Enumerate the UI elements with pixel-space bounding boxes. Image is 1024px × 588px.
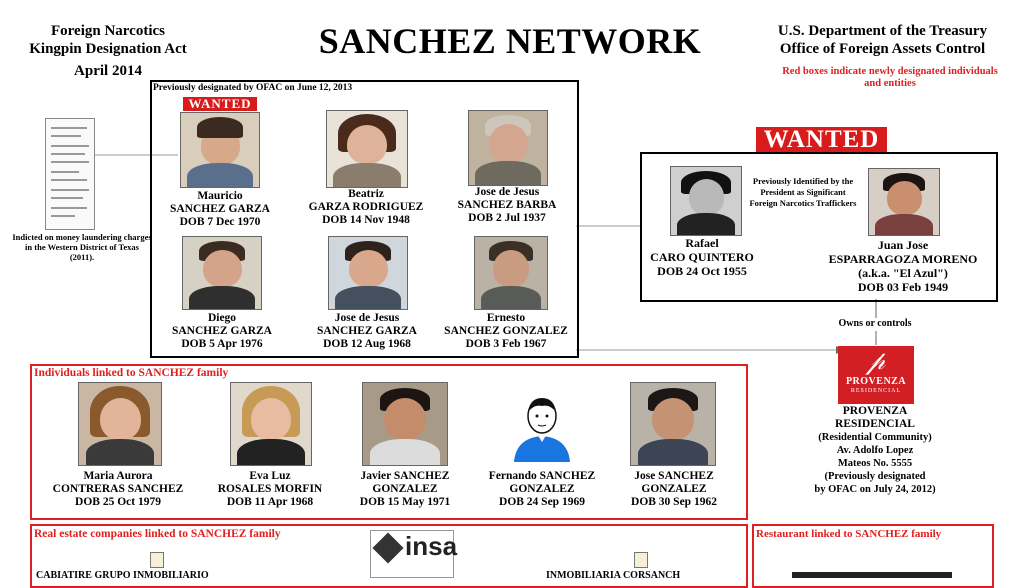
real-estate-box-label: Real estate companies linked to SANCHEZ family [34, 528, 281, 540]
building-icon [150, 552, 164, 568]
owns-controls-label: Owns or controls [838, 318, 912, 329]
insa-logo-icon [372, 532, 403, 563]
wanted-middle-note: Previously Identified by the President as Significant Foreign Narcotics Traffickers [749, 176, 857, 208]
person-caption: Jose de Jesus SANCHEZ BARBA DOB 2 Jul 1937 [457, 186, 557, 224]
legend-note: Red boxes indicate newly designated individuals and entities [782, 66, 998, 89]
person-photo [180, 112, 260, 188]
person-caption: Jose SANCHEZ GONZALEZ DOB 30 Sep 1962 [631, 470, 717, 508]
person-caption: Javier SANCHEZ GONZALEZ DOB 15 May 1971 [359, 470, 451, 508]
building-icon [634, 552, 648, 568]
agency-line-1: U.S. Department of the Treasury [777, 23, 988, 39]
provenza-details: PROVENZA RESIDENCIAL (Residential Community) Av. Adolfo Lopez Mateos No. 5555 (Previously designated by OFAC on July 24, 2012) [814, 405, 936, 495]
person-caption: Eva Luz ROSALES MORFIN DOB 11 Apr 1968 [217, 470, 323, 508]
person-photo [326, 110, 408, 188]
person-photo [630, 382, 716, 466]
wanted-tag-small: WANTED [183, 97, 257, 111]
provenza-logo-icon: 𝓅 [866, 346, 886, 375]
provenza-logo [838, 346, 914, 404]
silhouette-icon [506, 392, 578, 462]
person-caption: Diego SANCHEZ GARZA DOB 5 Apr 1976 [171, 312, 272, 350]
indictment-caption: Indicted on money laundering charges in the Western District of Texas (2011). [12, 232, 152, 262]
family-box-label: Individuals linked to SANCHEZ family [34, 367, 229, 379]
insa-logo [370, 530, 458, 578]
person-caption: Rafael CARO QUINTERO DOB 24 Oct 1955 [650, 236, 754, 278]
person-photo [670, 166, 742, 236]
person-caption: Ernesto SANCHEZ GONZALEZ DOB 3 Feb 1967 [444, 312, 568, 350]
page-title: SANCHEZ NETWORK [318, 21, 702, 61]
wanted-tag-large: WANTED [756, 127, 887, 153]
person-caption: Mauricio SANCHEZ GARZA DOB 7 Dec 1970 [169, 190, 270, 228]
indictment-document-image [45, 118, 95, 230]
person-photo [182, 236, 262, 310]
company-name: CABIATIRE GRUPO INMOBILIARIO [36, 570, 209, 581]
person-photo [362, 382, 448, 466]
provenza-logo-sub: RESIDENCIAL [850, 388, 902, 394]
header-left [8, 22, 208, 80]
previously-designated-label: Previously designated by OFAC on June 12, 2013 [153, 83, 353, 93]
insa-logo-text: insa [405, 531, 458, 561]
person-photo [474, 236, 548, 310]
header-right [760, 22, 1005, 58]
provenza-logo-name: PROVENZA [845, 376, 907, 387]
company-name: INMOBILIARIA CORSANCH [546, 570, 681, 581]
person-caption: Jose de Jesus SANCHEZ GARZA DOB 12 Aug 1968 [316, 312, 417, 350]
act-line-2: Kingpin Designation Act [29, 41, 187, 57]
person-caption: Beatriz GARZA RODRIGUEZ DOB 14 Nov 1948 [308, 188, 424, 226]
person-caption: Maria Aurora CONTRERAS SANCHEZ DOB 25 Oct 1979 [52, 470, 184, 508]
person-photo [230, 382, 312, 466]
person-photo [328, 236, 408, 310]
person-photo [78, 382, 162, 466]
person-caption: Fernando SANCHEZ GONZALEZ DOB 24 Sep 1969 [488, 470, 596, 508]
restaurant-box-label: Restaurant linked to SANCHEZ family [756, 528, 942, 540]
person-caption: Juan Jose ESPARRAGOZA MORENO (a.k.a. "El Azul") DOB 03 Feb 1949 [828, 238, 978, 294]
agency-line-2: Office of Foreign Assets Control [779, 41, 986, 57]
person-photo [468, 110, 548, 186]
release-date: April 2014 [74, 63, 142, 79]
restaurant-photo [792, 572, 952, 578]
act-line-1: Foreign Narcotics [50, 23, 165, 39]
person-photo [868, 168, 940, 236]
